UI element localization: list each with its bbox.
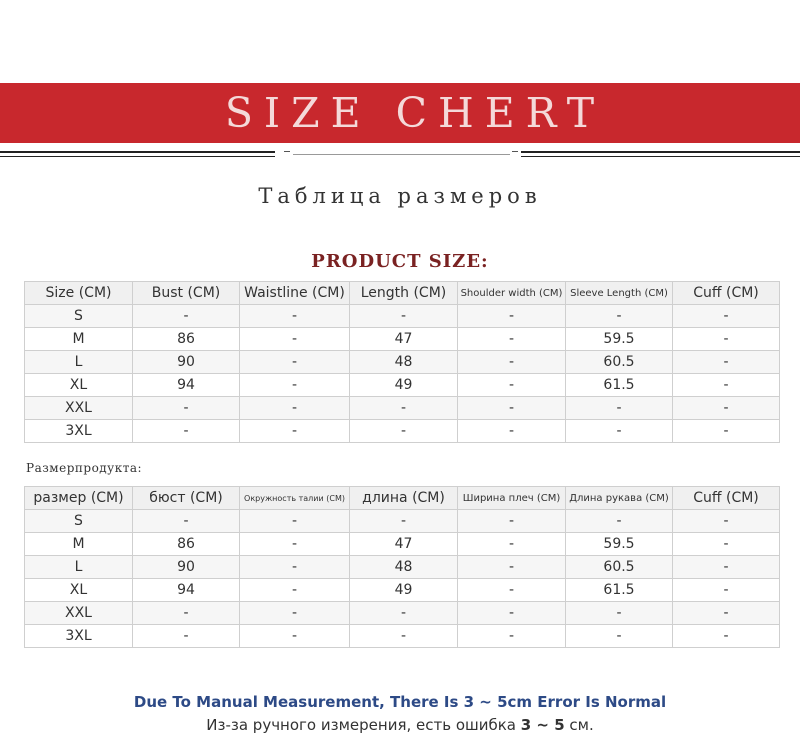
measurement-cell: - [458,510,566,533]
product-size-title: PRODUCT SIZE: [311,251,489,272]
size-cell: L [25,351,133,374]
measurement-cell: 94 [133,374,240,397]
measurement-cell: - [458,397,566,420]
measurement-note-en: Due To Manual Measurement, There Is 3 ~ 5cm Error Is Normal [133,693,667,711]
divider-tick [284,151,290,152]
measurement-cell: - [133,602,240,625]
table-row [25,305,780,328]
measurement-cell: - [673,556,780,579]
measurement-cell: 59.5 [566,533,673,556]
measurement-cell: - [240,374,350,397]
measurement-cell: - [673,351,780,374]
measurement-cell: - [458,579,566,602]
note-ru-range: 3 ~ 5 [520,716,565,734]
divider-line [521,156,800,157]
column-header: Waistline (CM) [240,282,350,305]
column-header: Cuff (CM) [673,487,780,510]
table-row [25,510,780,533]
measurement-cell: 86 [133,328,240,351]
size-cell: XL [25,374,133,397]
measurement-cell: - [458,602,566,625]
column-header: бюст (CM) [133,487,240,510]
measurement-cell: - [458,328,566,351]
measurement-cell: - [566,397,673,420]
measurement-cell: 59.5 [566,328,673,351]
divider-line [293,154,510,155]
size-cell: S [25,305,133,328]
divider-line [521,151,800,153]
measurement-cell: - [566,625,673,648]
column-header: Shoulder width (CM) [458,282,566,305]
measurement-cell: 49 [350,374,458,397]
measurement-cell: - [566,602,673,625]
measurement-cell: - [458,351,566,374]
size-cell: 3XL [25,420,133,443]
table-row [25,556,780,579]
size-cell: S [25,510,133,533]
divider-line [0,151,275,153]
table-body [25,510,780,648]
note-ru-suffix: см. [564,716,594,734]
measurement-cell: 61.5 [566,374,673,397]
measurement-cell: 49 [350,579,458,602]
measurement-cell: - [458,556,566,579]
table-row [25,579,780,602]
table-header-row [25,282,780,305]
measurement-cell: 61.5 [566,579,673,602]
measurement-cell: - [673,420,780,443]
measurement-cell: - [350,397,458,420]
table-body [25,305,780,443]
measurement-cell: - [673,397,780,420]
measurement-cell: - [240,556,350,579]
measurement-cell: - [673,374,780,397]
column-header: Ширина плеч (CM) [458,487,566,510]
measurement-cell: - [458,420,566,443]
measurement-cell: - [133,397,240,420]
size-cell: M [25,533,133,556]
measurement-cell: 94 [133,579,240,602]
measurement-cell: - [240,579,350,602]
measurement-cell: 47 [350,328,458,351]
measurement-cell: - [350,602,458,625]
measurement-cell: - [350,625,458,648]
size-cell: M [25,328,133,351]
note-ru-prefix: Из-за ручного измерения, есть ошибка [206,716,521,734]
size-table-ru [24,486,780,648]
measurement-cell: - [240,351,350,374]
measurement-cell: - [240,397,350,420]
measurement-cell: - [133,625,240,648]
measurement-cell: 60.5 [566,351,673,374]
measurement-cell: - [240,602,350,625]
table-row [25,397,780,420]
measurement-cell: - [566,420,673,443]
measurement-note-ru [0,716,800,734]
measurement-cell: - [673,602,780,625]
measurement-cell: - [673,305,780,328]
measurement-cell: - [566,510,673,533]
measurement-cell: - [458,374,566,397]
column-header: Sleeve Length (CM) [566,282,673,305]
measurement-cell: 90 [133,351,240,374]
measurement-cell: - [133,305,240,328]
column-header: Окружность талии (CM) [240,487,350,510]
measurement-cell: - [240,420,350,443]
banner-title: SIZE CHERT [224,89,606,137]
measurement-cell: 90 [133,556,240,579]
measurement-cell: - [458,533,566,556]
product-size-label-ru: Размерпродукта: [26,461,143,475]
measurement-cell: 48 [350,556,458,579]
size-cell: L [25,556,133,579]
divider-tick [512,151,518,152]
measurement-cell: 48 [350,351,458,374]
measurement-cell: - [133,510,240,533]
measurement-cell: - [673,328,780,351]
measurement-cell: - [458,305,566,328]
measurement-cell: - [240,510,350,533]
table-row [25,602,780,625]
table-row [25,328,780,351]
size-cell: 3XL [25,625,133,648]
size-cell: XL [25,579,133,602]
column-header: Size (CM) [25,282,133,305]
measurement-cell: - [350,305,458,328]
size-cell: XXL [25,602,133,625]
measurement-cell: - [673,533,780,556]
measurement-cell: - [240,533,350,556]
column-header: Длина рукава (CM) [566,487,673,510]
measurement-cell: - [673,625,780,648]
measurement-cell: 47 [350,533,458,556]
measurement-cell: - [133,420,240,443]
table-row [25,533,780,556]
measurement-cell: - [350,420,458,443]
table-row [25,351,780,374]
page-subtitle: Таблица размеров [258,184,542,208]
table-row [25,420,780,443]
measurement-cell: 86 [133,533,240,556]
table-header-row [25,487,780,510]
size-table-en [24,281,780,443]
measurement-cell: - [566,305,673,328]
measurement-cell: - [673,510,780,533]
measurement-cell: - [673,579,780,602]
size-cell: XXL [25,397,133,420]
column-header: длина (CM) [350,487,458,510]
column-header: Length (CM) [350,282,458,305]
measurement-cell: 60.5 [566,556,673,579]
measurement-cell: - [458,625,566,648]
table-row [25,374,780,397]
divider-line [0,156,275,157]
column-header: Bust (CM) [133,282,240,305]
measurement-cell: - [350,510,458,533]
table-row [25,625,780,648]
measurement-cell: - [240,625,350,648]
column-header: Cuff (CM) [673,282,780,305]
measurement-cell: - [240,328,350,351]
column-header: размер (CM) [25,487,133,510]
measurement-cell: - [240,305,350,328]
